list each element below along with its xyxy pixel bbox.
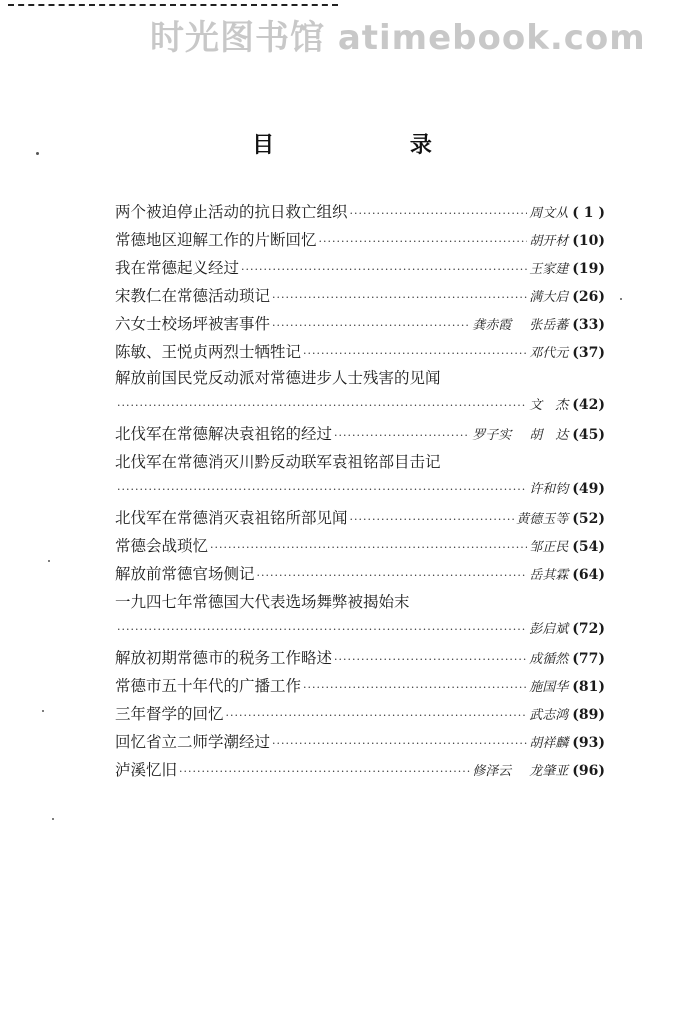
entry-author: 武志鸿 [529,708,569,723]
entry-page: (42) [572,397,605,413]
leader-dots [272,319,470,332]
scan-speck [48,560,50,562]
entry-author: 龚赤霞 [472,318,512,333]
toc-entry[interactable] [115,422,605,448]
leader-dots [117,483,527,496]
entry-page: (10) [572,233,605,249]
leader-dots [179,765,470,778]
entry-author: 邓代元 [529,346,569,361]
scan-speck [36,152,39,155]
entry-page: ( 1 ) [572,205,605,221]
entry-title: 泸溪忆旧 [115,761,178,779]
entry-page: (72) [572,621,605,637]
entry-page: (81) [572,679,605,695]
entry-title: 常德市五十年代的广播工作 [115,677,302,695]
toc-entry[interactable] [115,200,605,226]
entry-page: (54) [572,539,605,555]
toc-entry-continuation[interactable] [115,394,605,420]
leader-dots [117,623,527,636]
toc-entry[interactable] [115,730,605,756]
leader-dots [117,399,527,412]
entry-page: (26) [572,289,605,305]
entry-title: 北伐军在常德解决袁祖铭的经过 [115,425,333,443]
leader-dots [334,429,470,442]
leader-dots [241,263,527,276]
entry-author: 胡开材 [529,234,569,249]
entry-author: 岳其霖 [529,568,569,583]
scan-speck [52,818,54,820]
entry-author-2: 龙肇亚 [529,764,569,779]
entry-title: 解放前常德官场侧记 [115,565,255,583]
leader-dots [210,541,527,554]
entry-page: (52) [572,511,605,527]
entry-page: (89) [572,707,605,723]
entry-author: 邹正民 [529,540,569,555]
entry-author: 胡祥麟 [529,736,569,751]
entry-title: 我在常德起义经过 [115,259,240,277]
leader-dots [303,347,527,360]
toc-entry[interactable] [115,646,605,672]
top-dashed-rule [8,4,338,6]
toc-entry[interactable] [115,562,605,588]
entry-author: 王家建 [529,262,569,277]
entry-title: 陈敏、王悦贞两烈士牺牲记 [115,343,302,361]
toc-entry-continuation[interactable] [115,618,605,644]
entry-page: (45) [572,427,605,443]
leader-dots [334,653,527,666]
toc-entry-heading[interactable] [115,450,605,472]
toc-entry-continuation[interactable] [115,478,605,504]
leader-dots [257,569,528,582]
entry-page: (64) [572,567,605,583]
entry-title: 北伐军在常德消灭川黔反动联军袁祖铭部目击记 [115,453,441,471]
toc-title: 目 录 [252,132,496,158]
entry-title: 六女士校场坪被害事件 [115,315,271,333]
toc-entry[interactable] [115,312,605,338]
leader-dots [350,207,528,220]
entry-author: 彭启斌 [529,622,569,637]
scan-speck [620,298,622,300]
entry-author: 周文从 [529,206,569,221]
entry-author: 文 杰 [529,398,569,413]
entry-author: 施国华 [529,680,569,695]
entry-title: 常德地区迎解工作的片断回忆 [115,231,317,249]
entry-author: 成循然 [529,652,569,667]
entry-author-2: 张岳蕃 [529,318,569,333]
leader-dots [272,291,527,304]
leader-dots [303,681,527,694]
toc-entry[interactable] [115,340,605,366]
entry-title: 北伐军在常德消灭袁祖铭所部见闻 [115,509,348,527]
toc-entry[interactable] [115,256,605,282]
scan-speck [42,710,44,712]
entry-title: 两个被迫停止活动的抗日救亡组织 [115,203,348,221]
entry-author: 黄德玉等 [516,512,569,527]
toc-entry-heading[interactable] [115,590,605,612]
toc-entry[interactable] [115,674,605,700]
entry-title: 三年督学的回忆 [115,705,224,723]
entry-page: (33) [572,317,605,333]
entry-page: (93) [572,735,605,751]
entry-author: 罗子实 [472,428,512,443]
entry-page: (37) [572,345,605,361]
toc-entry[interactable] [115,534,605,560]
entry-author: 满大启 [529,290,569,305]
entry-author-2: 胡 达 [529,428,569,443]
entry-title: 回忆省立二师学潮经过 [115,733,271,751]
entry-title: 常德会战琐忆 [115,537,209,555]
toc-entry[interactable] [115,506,605,532]
leader-dots [350,513,515,526]
toc-entry-heading[interactable] [115,366,605,388]
watermark: 时光图书馆 atimebook.com [150,18,646,58]
leader-dots [319,235,528,248]
toc-entry[interactable] [115,284,605,310]
toc-entry[interactable] [115,758,605,784]
toc-entry[interactable] [115,702,605,728]
entry-title: 宋教仁在常德活动琐记 [115,287,271,305]
entry-author: 许和钧 [529,482,569,497]
entry-title: 解放初期常德市的税务工作略述 [115,649,333,667]
entry-page: (49) [572,481,605,497]
entry-author: 修泽云 [472,764,512,779]
entry-page: (77) [572,651,605,667]
entry-page: (19) [572,261,605,277]
leader-dots [272,737,527,750]
leader-dots [226,709,528,722]
entry-title: 解放前国民党反动派对常德进步人士残害的见闻 [115,369,441,387]
entry-title: 一九四七年常德国大代表选场舞弊被揭始末 [115,593,410,611]
toc-entry[interactable] [115,228,605,254]
entry-page: (96) [572,763,605,779]
